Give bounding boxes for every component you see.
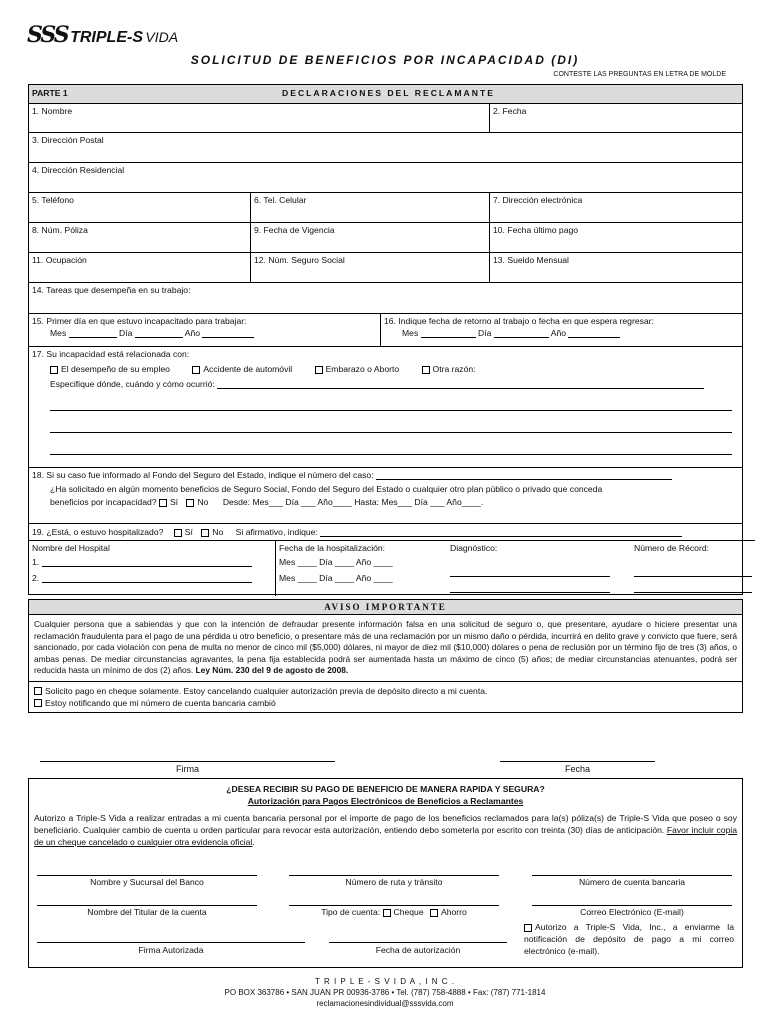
holder-name-label: Nombre del Titular de la cuenta xyxy=(87,907,207,917)
diagnosis-label: Diagnóstico: xyxy=(450,543,498,553)
hospital-name-2[interactable] xyxy=(42,573,252,583)
checkbox-icon[interactable] xyxy=(186,499,194,507)
hosp-row-2-num: 2. xyxy=(32,573,40,583)
q18-question-end: beneficios por incapacidad? xyxy=(50,497,157,507)
footer-address: PO BOX 363786 • SAN JUAN PR 00936-3786 • Tel. (787) 758-4888 • Fax: (787) 771-1814 xyxy=(224,988,546,997)
deposit-text: Autorizo a Triple-S Vida a realizar entradas a mi cuenta bancaria personal por el importe de pago de los beneficios reclamados para la(s) póliza(s) de Triple-S Vida que poseo o soy beneficiario. Cualquier cambio de cuenta u orden particular para revocar esta autorización, entiendo debo someterla por escrito con treinta (30) días de anticipación. Favor incluir copia de un cheque cancelado o cualquier otra evidencia oficial. xyxy=(34,813,737,847)
record-1[interactable] xyxy=(634,567,752,577)
field-date[interactable]: 2. Fecha xyxy=(493,106,527,116)
record-label: Número de Récord: xyxy=(634,543,709,553)
checkbox-icon[interactable] xyxy=(174,529,182,537)
footer-company: T R I P L E - S V I D A , I N C . xyxy=(315,977,455,986)
email-notify-option[interactable]: Autorizo a Triple-S Vida, Inc., a enviarme la notificación de depósito de pago a mi correo electrónico (e-mail). xyxy=(524,922,734,956)
checkbox-icon[interactable] xyxy=(50,366,58,374)
part1-form xyxy=(28,84,743,595)
checkbox-icon[interactable] xyxy=(192,366,200,374)
checkbox-icon[interactable] xyxy=(383,909,391,917)
q19-label: 19. ¿Está, o estuvo hospitalizado? xyxy=(32,527,164,537)
return-ano: Año xyxy=(550,328,567,338)
field-monthly-salary[interactable]: 13. Sueldo Mensual xyxy=(493,255,569,265)
field-ssn[interactable]: 12. Núm. Seguro Social xyxy=(251,253,490,282)
first-day-ano: Año xyxy=(184,328,201,338)
hospital-name-label: Nombre del Hospital xyxy=(32,543,110,553)
logo-mark: SSS xyxy=(27,22,68,48)
holder-name-line[interactable] xyxy=(37,905,257,906)
hosp-date-2[interactable]: Mes ____ Día ____ Año ____ xyxy=(279,573,393,583)
company-logo xyxy=(27,22,178,48)
field-first-disabled-day-label: 15. Primer día en que estuvo incapacitado para trabajar: xyxy=(32,316,247,326)
bank-name-line[interactable] xyxy=(37,875,257,876)
account-number-label: Número de cuenta bancaria xyxy=(578,877,686,887)
account-type xyxy=(289,907,499,917)
notice-text: Cualquier persona que a sabiendas y que con la intención de defraudar presente información falsa en una solicitud de seguro o, que presentare, ayudare o hiciere presentar una reclamación fraudulenta para el pago de una pérdida u otro beneficio, o presentare más de una reclamación por un mismo daño o pérdida, incurrirá en delito grave y convicto que fuere, será sancionado, por cada violación con pena de multa no menor de cinco mil ($5,000) dólares, ni mayor de diez mil ($10,000) dólares o pena de reclusión por un término fijo de tres (3) años, o ambas penas. De mediar circunstancias agravantes, la pena fija establecida podrá ser aumentada hasta un máximo de cinco (5) años; de mediar circunstancias atenuantes, podrá ser reducida hasta un mínimo de dos (2) años. Ley Núm. 230 del 9 de agosto de 2008. xyxy=(34,619,737,675)
q19-line[interactable] xyxy=(320,527,682,537)
diagnosis-2[interactable] xyxy=(450,583,610,593)
return-mes: Mes xyxy=(402,328,419,338)
specify-line-4[interactable] xyxy=(50,445,732,455)
part1-header xyxy=(29,85,742,104)
email-line[interactable] xyxy=(532,905,732,906)
opt-other[interactable]: Otra razón: xyxy=(422,364,476,374)
logo-brand: TRIPLE-S xyxy=(70,29,143,46)
auth-signature-line[interactable] xyxy=(37,942,305,943)
opt-pregnancy[interactable]: Embarazo o Aborto xyxy=(315,364,400,374)
deposit-subtitle: Autorización para Pagos Electrónicos de Beneficios a Reclamantes xyxy=(247,796,524,806)
type-cheque[interactable]: Cheque xyxy=(383,907,424,917)
auth-date-label: Fecha de autorización xyxy=(375,945,461,955)
deposit-question: ¿DESEA RECIBIR SU PAGO DE BENEFICIO DE MANERA RAPIDA Y SEGURA? xyxy=(226,784,545,794)
field-policy-number[interactable]: 8. Núm. Póliza xyxy=(29,223,251,252)
field-occupation[interactable]: 11. Ocupación xyxy=(29,253,251,282)
field-return-date-label: 16. Indique fecha de retorno al trabajo o fecha en que espera regresar: xyxy=(384,316,654,326)
date-label: Fecha xyxy=(564,764,590,774)
checkbox-icon[interactable] xyxy=(34,699,42,707)
checkbox-icon[interactable] xyxy=(524,924,532,932)
document-title: SOLICITUD DE BENEFICIOS POR INCAPACIDAD (DI) xyxy=(190,53,580,67)
field-effective-date[interactable]: 9. Fecha de Vigencia xyxy=(251,223,490,252)
q17-label: 17. Su incapacidad está relacionada con: xyxy=(32,349,190,359)
part1-label: PARTE 1 xyxy=(32,88,68,98)
first-day-dia: Día xyxy=(119,328,133,338)
check-pay-by-check[interactable]: Solicito pago en cheque solamente. Estoy cancelando cualquier autorización previa de depósito directo a mi cuenta. xyxy=(34,685,737,697)
q19-no[interactable]: No xyxy=(201,527,223,537)
specify-line-3[interactable] xyxy=(50,423,732,433)
opt-car-accident[interactable]: Accidente de automóvil xyxy=(192,364,292,374)
account-number-line[interactable] xyxy=(532,875,732,876)
date-line[interactable] xyxy=(500,761,655,762)
specify-line[interactable] xyxy=(217,379,704,389)
field-phone[interactable]: 5. Teléfono xyxy=(29,193,251,222)
field-return-date[interactable] xyxy=(381,314,742,346)
checkbox-icon[interactable] xyxy=(315,366,323,374)
q19-si[interactable]: Sí xyxy=(174,527,193,537)
logo-sub: VIDA xyxy=(145,29,179,45)
signature-line[interactable] xyxy=(40,761,335,762)
signature-label: Firma xyxy=(176,764,199,774)
check-account-changed[interactable]: Estoy notificando que mi número de cuenta bancaria cambió xyxy=(34,697,737,709)
auth-date-line[interactable] xyxy=(329,942,507,943)
field-hospitalization xyxy=(29,524,755,594)
hosp-date-label: Fecha de la hospitalización: xyxy=(279,543,386,553)
route-number-line[interactable] xyxy=(289,875,499,876)
route-number-label: Número de ruta y tránsito xyxy=(345,877,443,887)
field-email[interactable]: 7. Dirección electrónica xyxy=(493,195,583,205)
account-type-label: Tipo de cuenta: xyxy=(321,907,381,917)
field-state-fund xyxy=(29,468,742,523)
first-day-mes: Mes xyxy=(50,328,67,338)
q18-no[interactable]: No xyxy=(186,497,208,507)
field-residential-address[interactable]: 4. Dirección Residencial xyxy=(32,165,125,175)
checkbox-icon[interactable] xyxy=(34,687,42,695)
checkbox-icon[interactable] xyxy=(422,366,430,374)
case-number-line[interactable] xyxy=(376,470,672,480)
q18-dates: Desde: Mes___ Día ___ Año____ Hasta: Mes___ Día ___ Año____. xyxy=(222,497,484,507)
field-postal-address[interactable]: 3. Dirección Postal xyxy=(32,135,104,145)
opt-employment[interactable]: El desempeño de su empleo xyxy=(50,364,170,374)
email-label: Correo Electrónico (E-mail) xyxy=(580,907,684,917)
hosp-date-1[interactable]: Mes ____ Día ____ Año ____ xyxy=(279,557,393,567)
notice-heading: AVISO IMPORTANTE xyxy=(29,600,742,615)
direct-deposit-section xyxy=(28,778,743,968)
hospital-name-1[interactable] xyxy=(42,557,252,567)
q18-label: 18. Si su caso fue informado al Fondo del Seguro del Estado, indique el número del caso: xyxy=(32,470,374,480)
field-work-tasks[interactable]: 14. Tareas que desempeña en su trabajo: xyxy=(32,285,191,295)
record-2[interactable] xyxy=(634,583,752,593)
bank-name-label: Nombre y Sucursal del Banco xyxy=(90,877,204,887)
field-incapacity-cause xyxy=(29,347,742,467)
deposit-text-underlined: Favor incluir copia de un cheque cancelado o cualquier otra evidencia oficial xyxy=(34,825,737,847)
return-dia: Día xyxy=(478,328,492,338)
part1-heading: DECLARACIONES DEL RECLAMANTE xyxy=(282,88,495,98)
checkbox-icon[interactable] xyxy=(159,499,167,507)
q18-question: ¿Ha solicitado en algún momento beneficios de Seguro Social, Fondo del Seguro del Estado o cualquier otro plan público o privado que conceda xyxy=(50,484,603,494)
notice-law: Ley Núm. 230 del 9 de agosto de 2008. xyxy=(195,665,349,675)
auth-signature-label: Firma Autorizada xyxy=(138,945,204,955)
field-first-disabled-day[interactable] xyxy=(29,314,381,346)
instructions: CONTESTE LAS PREGUNTAS EN LETRA DE MOLDE xyxy=(553,71,726,78)
checkbox-icon[interactable] xyxy=(430,909,438,917)
diagnosis-1[interactable] xyxy=(450,567,610,577)
q18-si[interactable]: Sí xyxy=(159,497,178,507)
type-ahorro[interactable]: Ahorro xyxy=(430,907,467,917)
field-last-payment-date[interactable]: 10. Fecha último pago xyxy=(493,225,579,235)
field-name[interactable]: 1. Nombre xyxy=(29,104,490,132)
checkbox-icon[interactable] xyxy=(201,529,209,537)
important-notice xyxy=(28,599,743,713)
specify-line-2[interactable] xyxy=(50,401,732,411)
specify-label: Especifique dónde, cuándo y cómo ocurrió: xyxy=(50,379,215,389)
footer-email: reclamacionesindividual@sssvida.com xyxy=(316,999,454,1008)
q19-indicate: Si afirmativo, indique: xyxy=(235,527,318,537)
hosp-row-1-num: 1. xyxy=(32,557,40,567)
field-cell-phone[interactable]: 6. Tel. Celular xyxy=(251,193,490,222)
account-type-line xyxy=(289,905,499,906)
